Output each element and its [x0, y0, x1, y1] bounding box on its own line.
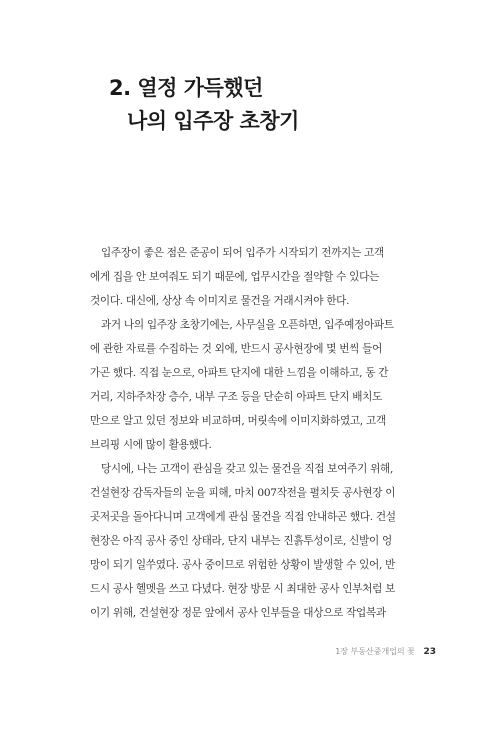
body-text — [90, 241, 450, 625]
chapter-title-line-2: 나의 입주장 초창기 — [127, 109, 299, 133]
body-line: 만으로 알고 있던 정보와 비교하며, 머릿속에 이미지화하였고, 고객 — [90, 415, 386, 427]
body-line: 곳저곳을 돌아다니며 고객에게 관심 물건을 직접 안내하곤 했다. 건설 — [90, 511, 396, 523]
body-line: 거리, 지하주차장 층수, 내부 구조 등을 단순히 아파트 단지 배치도 — [90, 391, 383, 403]
chapter-title — [109, 72, 299, 138]
body-line: 브리핑 시에 많이 활용했다. — [90, 439, 212, 451]
body-line: 것이다. 대신에, 상상 속 이미지로 물건을 거래시켜야 한다. — [90, 295, 350, 307]
page-footer — [335, 646, 436, 657]
page-number: 23 — [423, 647, 436, 657]
body-line: 과거 나의 입주장 초창기에는, 사무실을 오픈하면, 입주예정아파트 — [101, 319, 394, 331]
running-footer-chapter: 1장 부동산중개업의 꽃 — [335, 647, 415, 656]
body-line: 망이 되기 일쑤였다. 공사 중이므로 위험한 상황이 발생할 수 있어, 반 — [90, 559, 396, 571]
body-line: 입주장이 좋은 점은 준공이 되어 입주가 시작되기 전까지는 고객 — [101, 247, 384, 259]
body-line: 가곤 했다. 직접 눈으로, 아파트 단지에 대한 느낌을 이해하고, 동 간 — [90, 367, 389, 379]
body-line: 에 관한 자료를 수집하는 것 외에, 반드시 공사현장에 몇 번씩 들어 — [90, 343, 383, 355]
body-line: 현장은 아직 공사 중인 상태라, 단지 내부는 진흙투성이로, 신발이 엉 — [90, 535, 392, 547]
body-line: 당시에, 나는 고객이 관심을 갖고 있는 물건을 직접 보여주기 위해, — [101, 463, 394, 475]
body-line: 드시 공사 헬멧을 쓰고 다녔다. 현장 방문 시 최대한 공사 인부처럼 보 — [90, 583, 396, 595]
body-line: 에게 집을 안 보여줘도 되기 때문에, 업무시간을 절약할 수 있다는 — [90, 271, 379, 283]
chapter-title-line-1: 2. 열정 가득했던 — [109, 76, 263, 100]
body-line: 이기 위해, 건설현장 정문 앞에서 공사 인부들을 대상으로 작업복과 — [90, 607, 386, 619]
body-line: 건설현장 감독자들의 눈을 피해, 마치 007작전을 펼치듯 공사현장 이 — [90, 487, 396, 499]
